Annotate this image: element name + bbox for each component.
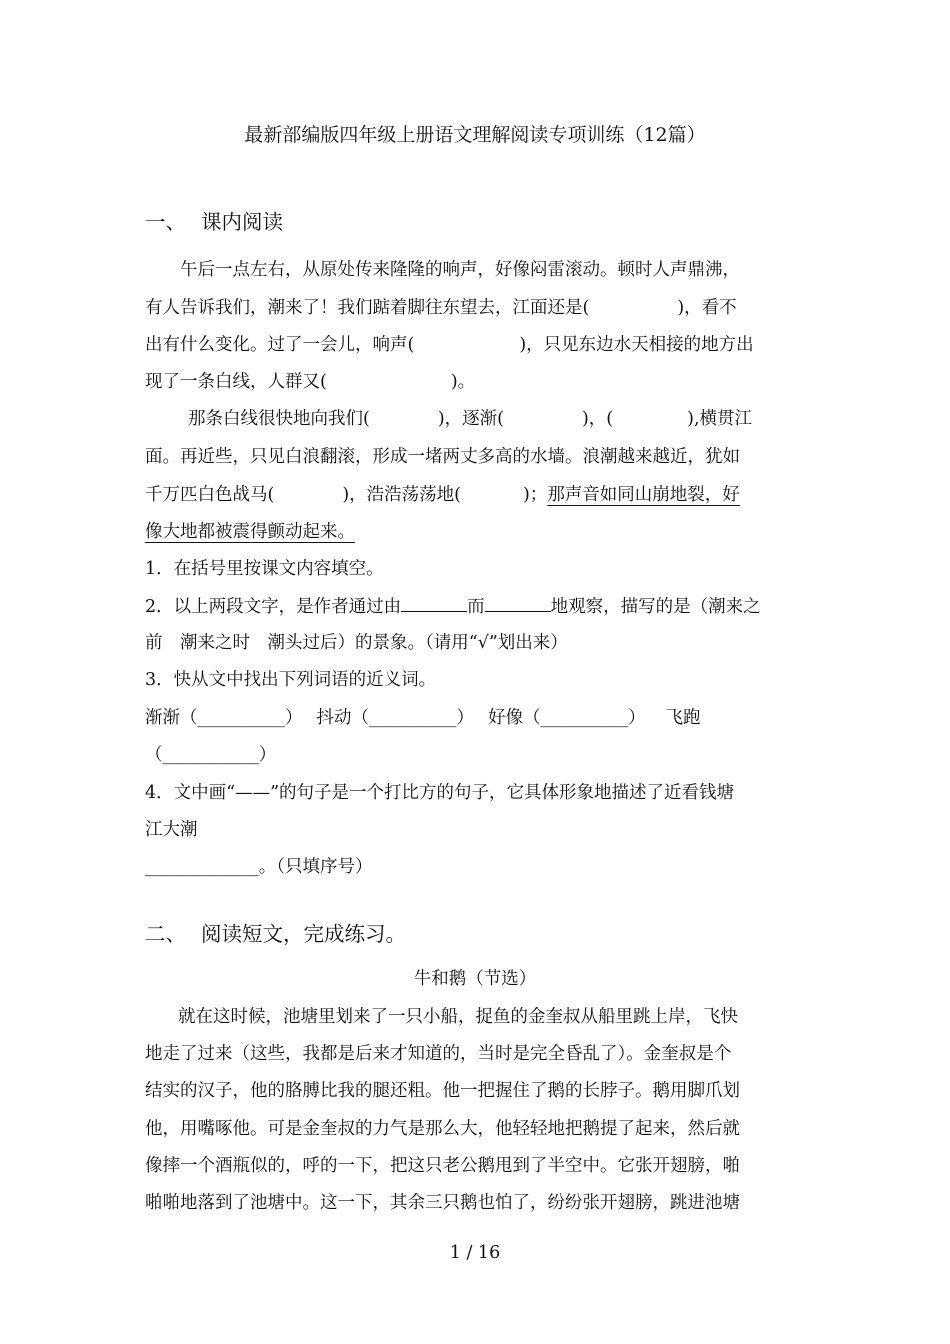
text-segment: ),横贯江 xyxy=(687,409,753,429)
question-4-line3: _____________。（只填序号） xyxy=(145,857,373,877)
synonym-item: 飞跑 xyxy=(665,708,701,728)
passage-line xyxy=(145,483,740,507)
question-2 xyxy=(145,594,805,619)
text-segment: )。 xyxy=(450,372,476,392)
passage-line xyxy=(145,296,805,320)
passage-line xyxy=(145,333,805,357)
text-segment: 千万匹白色战马( xyxy=(145,485,275,505)
text-segment: 有人告诉我们，潮来了！我们踮着脚往东望去，江面还是( xyxy=(145,298,590,318)
section-heading-1 xyxy=(145,208,283,236)
passage-line: 结实的汉子，他的胳膊比我的腿还粗。他一把握住了鹅的长脖子。鹅用脚爪划 xyxy=(145,1081,740,1101)
text-segment: 出有什么变化。过了一会儿，响声( xyxy=(145,335,415,355)
text-segment: )，只见东边水天相接的地方出 xyxy=(519,335,754,355)
passage-line: 像摔一个酒瓶似的，呼的一下，把这只老公鹅甩到了半空中。它张开翅膀，啪 xyxy=(145,1156,740,1176)
passage-line xyxy=(145,370,475,394)
passage-line: 就在这时候，池塘里划来了一只小船，捉鱼的金奎叔从船里跳上岸，飞快 xyxy=(178,1007,738,1027)
text-segment: )，看不 xyxy=(677,298,737,318)
underlined-sentence: 那声音如同山崩地裂，好 xyxy=(547,485,740,505)
synonym-item: 抖动（__________） xyxy=(316,708,474,728)
section-title: 课内阅读 xyxy=(201,210,283,234)
passage-line: 他，用嘴啄他。可是金奎叔的力气是那么大，他轻轻地把鹅提了起来，然后就 xyxy=(145,1119,740,1139)
section-number: 二、 xyxy=(145,922,186,946)
answer-blank[interactable] xyxy=(401,594,467,612)
underlined-sentence: 像大地都被震得颤动起来。 xyxy=(145,522,355,542)
text-segment: )，浩浩荡荡地( xyxy=(342,485,461,505)
section-number: 一、 xyxy=(145,210,186,234)
passage-line: 啪啪地落到了池塘中。这一下，其余三只鹅也怕了，纷纷张开翅膀，跳进池塘 xyxy=(145,1193,740,1213)
text-segment: 2．以上两段文字，是作者通过由 xyxy=(145,597,402,617)
question-2-line2: 前 潮来之时 潮头过后）的景象。（请用“√”划出来） xyxy=(145,633,568,653)
page-number: 1 / 16 xyxy=(449,1243,501,1263)
text-segment: 那条白线很快地向我们( xyxy=(188,409,370,429)
synonym-item: 好像（__________） xyxy=(488,708,646,728)
passage-line xyxy=(188,407,752,431)
synonym-item: （___________） xyxy=(145,745,277,765)
section-heading-2 xyxy=(145,920,406,948)
page-title: 最新部编版四年级上册语文理解阅读专项训练（12篇） xyxy=(244,124,706,146)
text-segment: )，( xyxy=(581,409,614,429)
section-title: 阅读短文，完成练习。 xyxy=(201,922,406,946)
passage-line: 地走了过来（这些，我都是后来才知道的，当时是完全昏乱了）。金奎叔是个 xyxy=(145,1044,732,1064)
synonym-row xyxy=(145,706,701,730)
answer-blank[interactable] xyxy=(485,594,551,612)
question-1: 1．在括号里按课文内容填空。 xyxy=(145,559,384,579)
text-segment: 现了一条白线，人群又( xyxy=(145,372,327,392)
text-segment: 而 xyxy=(467,597,485,617)
question-4-line2: 江大潮 xyxy=(145,820,198,840)
text-segment: )，逐渐( xyxy=(437,409,504,429)
passage-line: 面。再近些，只见白浪翻滚，形成一堵两丈多高的水墙。浪潮越来越近，犹如 xyxy=(145,447,740,467)
text-segment: )； xyxy=(522,485,548,505)
synonym-item: 渐渐（__________） xyxy=(145,708,303,728)
passage-title: 牛和鹅（节选） xyxy=(413,969,537,989)
question-4: 4．文中画“——”的句子是一个打比方的句子，它具体形象地描述了近看钱塘 xyxy=(145,783,735,803)
text-segment: 地观察，描写的是（潮来之 xyxy=(550,597,761,617)
passage-line: 午后一点左右，从原处传来隆隆的响声，好像闷雷滚动。顿时人声鼎沸， xyxy=(180,260,740,280)
question-3: 3．快从文中找出下列词语的近义词。 xyxy=(145,670,437,690)
